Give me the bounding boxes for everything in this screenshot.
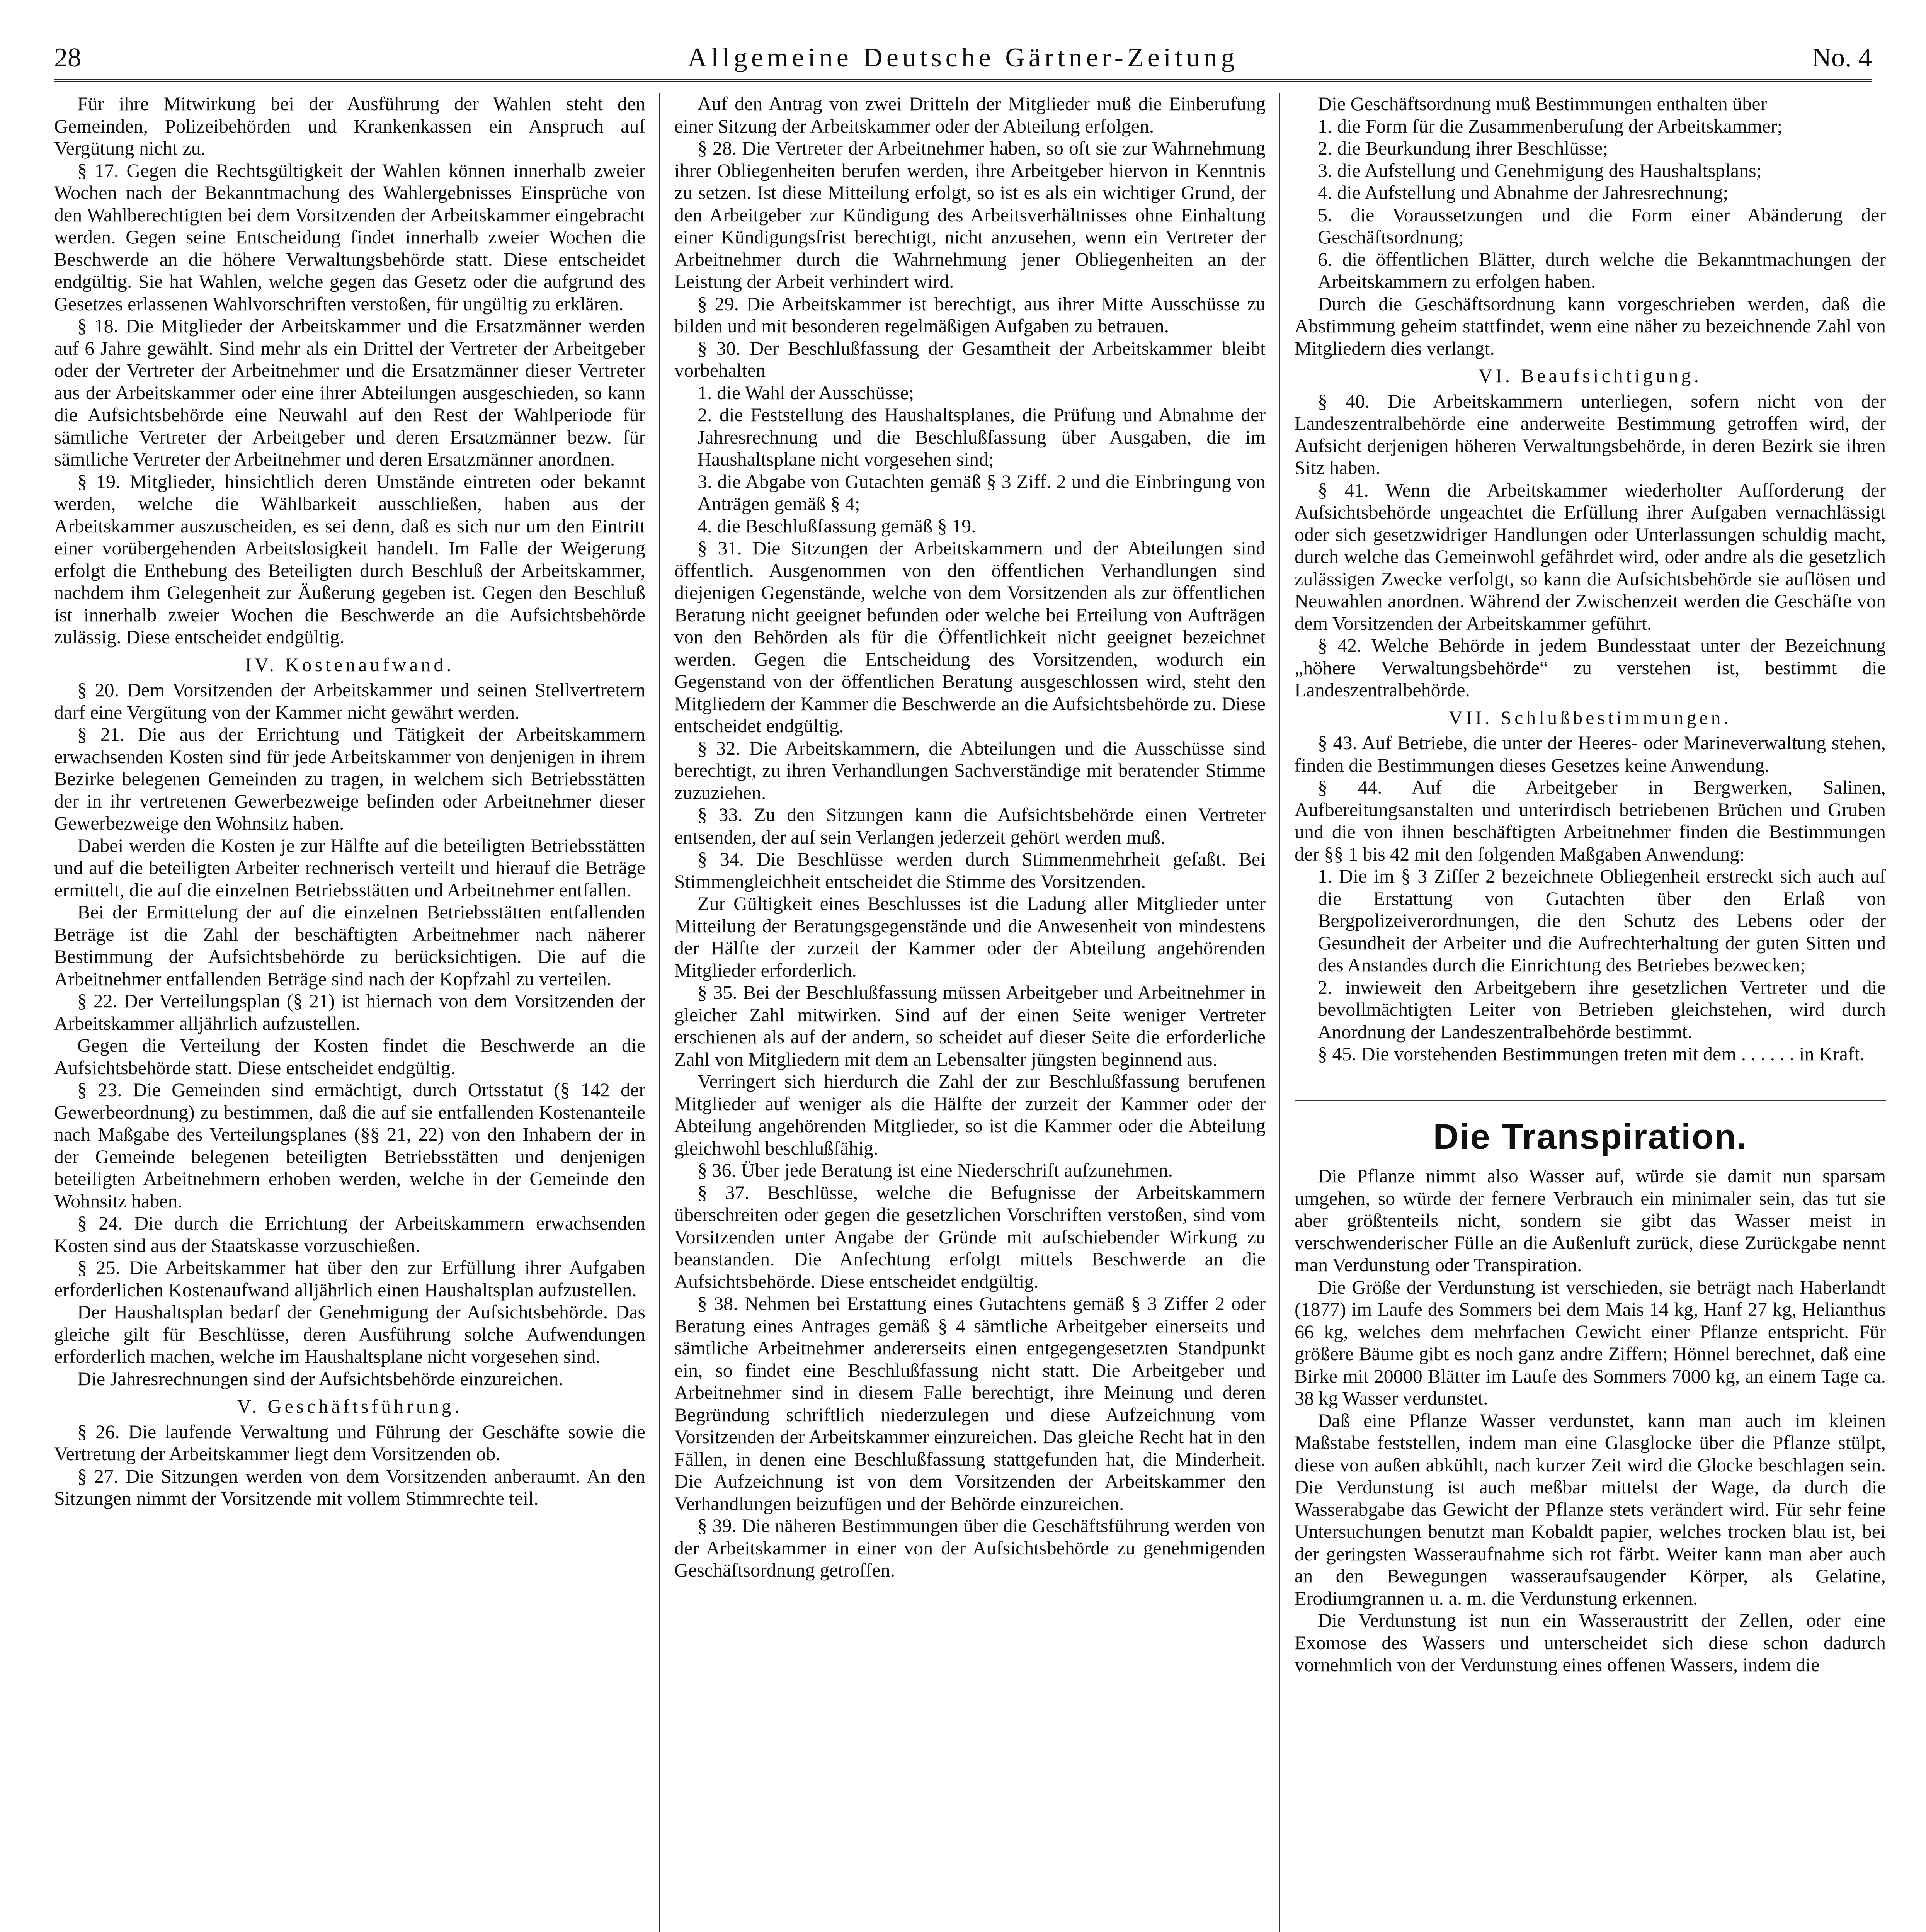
header-rule [54, 79, 1872, 82]
paragraph: Die Jahresrechnungen sind der Aufsichtsbehörde einzureichen. [77, 1367, 563, 1389]
list-item: 2. die Beurkundung ihrer Beschlüsse; [1318, 137, 1608, 159]
paragraph: § 19. Mitglieder, hinsichtlich deren Umstände eintreten oder bekannt werden, welche die Wählbarkeit ausschließen, haben aus der Arbeitskammer auszuscheiden, es sei denn, daß es sich nur um den Eintritt einer vorübergehenden Arbeitslosigkeit handelt. Im Falle der Weigerung erfolgt die Enthebung des Beteiligten durch Beschluß der Arbeitskammer, nachdem ihm Gelegenheit zur Äußerung gegeben ist. Gegen den Beschluß ist innerhalb zweier Wochen die Beschwerde an die Aufsichtsbehörde zulässig. Diese entscheidet endgültig. [54, 470, 645, 648]
paragraph: § 38. Nehmen bei Erstattung eines Gutachtens gemäß § 3 Ziffer 2 oder Beratung eines Antrages gemäß § 4 sämtliche Arbeitgeber einerseits und sämtliche Arbeitnehmer andererseits einen entgegengesetzten Standpunkt ein, so findet eine Beschlußfassung nicht statt. Die Arbeitgeber und Arbeitnehmer sind in diesem Falle berechtigt, ihre Meinung und deren Begründung schriftlich niederzulegen und diese Aufzeichnung vom Vorsitzenden der Arbeitskammer einzureichen. Das gleiche Recht hat in den Fällen, in denen eine Beschlußfassung stattgefunden hat, die Minderheit. Die Aufzeichnung ist von dem Vorsitzenden der Arbeitskammer den Verhandlungen beizufügen und der Behörde einzureichen. [674, 1293, 1266, 1514]
paragraph: § 33. Zu den Sitzungen kann die Aufsichtsbehörde einen Vertreter entsenden, der auf sein Verlangen jederzeit gehört werden muß. [674, 804, 1266, 848]
paragraph: § 44. Auf die Arbeitgeber in Bergwerken, Salinen, Aufbereitungsanstalten und unterirdisch betriebenen Brüchen und Gruben und die von ihnen beschäftigten Arbeitnehmer finden die Bestimmungen der §§ 1 bis 42 mit den folgenden Maßgaben Anwendung: [1295, 776, 1886, 865]
paragraph: § 27. Die Sitzungen werden von dem Vorsitzenden anberaumt. An den Sitzungen nimmt der Vorsitzende mit vollem Stimmrechte teil. [54, 1465, 645, 1509]
section-heading: VII. Schlußbestimmungen. [1448, 706, 1732, 728]
paragraph: § 45. Die vorstehenden Bestimmungen treten mit dem . . . . . . in Kraft. [1318, 1043, 1865, 1065]
list-item: 3. die Abgabe von Gutachten gemäß § 3 Ziff. 2 und die Einbringung von Anträgen gemäß § 4; [698, 470, 1266, 514]
column-divider [1279, 93, 1280, 1932]
paragraph: Bei der Ermittelung der auf die einzelnen Betriebsstätten entfallenden Beträge ist die Zahl der beschäftigten Arbeitnehmer nach näherer Bestimmung der Aufsichtsbehörde zu berücksichtigen. Die auf die Arbeitnehmer entfallenden Beträge sind nach der Kopfzahl zu verteilen. [54, 901, 645, 990]
paragraph: § 22. Der Verteilungsplan (§ 21) ist hiernach von dem Vorsitzenden der Arbeitskammer alljährlich aufzustellen. [54, 990, 645, 1034]
text-column-2 [674, 93, 1266, 1932]
section-heading: IV. Kostenaufwand. [245, 653, 454, 675]
text-column-3 [1295, 93, 1886, 1932]
issue-number: No. 4 [1812, 43, 1872, 73]
page-header [54, 43, 1872, 85]
list-item: 4. die Aufstellung und Abnahme der Jahresrechnung; [1318, 182, 1729, 203]
list-item: 2. die Feststellung des Haushaltsplanes, die Prüfung und Abnahme der Jahresrechnung und die Beschlußfassung über Ausgaben, die im Haushaltsplane nicht vorgesehen sind; [698, 404, 1266, 470]
newspaper-title: Allgemeine Deutsche Gärtner-Zeitung [687, 43, 1239, 73]
paragraph: § 32. Die Arbeitskammern, die Abteilungen und die Ausschüsse sind berechtigt, zu ihren Verhandlungen Sachverständige mit beratender Stimme zuzuziehen. [674, 737, 1266, 803]
paragraph: Durch die Geschäftsordnung kann vorgeschrieben werden, daß die Abstimmung geheim stattfindet, wenn eine näher zu bezeichnende Zahl von Mitgliedern dies verlangt. [1295, 293, 1886, 359]
section-heading: V. Geschäftsführung. [237, 1395, 463, 1417]
paragraph: § 20. Dem Vorsitzenden der Arbeitskammer und seinen Stellvertretern darf eine Vergütung von der Kammer nicht gewährt werden. [54, 679, 645, 723]
paragraph: Für ihre Mitwirkung bei der Ausführung der Wahlen steht den Gemeinden, Polizeibehörden und Krankenkassen ein Anspruch auf Vergütung nicht zu. [54, 93, 645, 159]
paragraph: § 43. Auf Betriebe, die unter der Heeres- oder Marineverwaltung stehen, finden die Bestimmungen dieses Gesetzes keine Anwendung. [1295, 732, 1886, 776]
paragraph: § 36. Über jede Beratung ist eine Niederschrift aufzunehmen. [698, 1159, 1173, 1181]
article-divider [1295, 1100, 1886, 1101]
section-heading: VI. Beaufsichtigung. [1479, 365, 1702, 386]
list-item: 4. die Beschlußfassung gemäß § 19. [698, 515, 976, 537]
list-item: 1. die Form für die Zusammenberufung der Arbeitskammer; [1318, 115, 1783, 137]
paragraph: § 18. Die Mitglieder der Arbeitskammer und die Ersatzmänner werden auf 6 Jahre gewählt. Sind mehr als ein Drittel der Vertreter der Arbeitgeber oder der Vertreter der Arbeitnehmer und die Ersatzmänner dieser Vertreter aus der Arbeitskammer oder eine ihrer Abteilungen ausgeschieden, so kann die Aufsichtsbehörde eine Neuwahl auf den Rest der Wahlperiode für sämtliche Vertreter der Arbeitgeber und deren Ersatzmänner bezw. für sämtliche Vertreter der Arbeitnehmer und deren Ersatzmänner anordnen. [54, 315, 645, 470]
list-item: 6. die öffentlichen Blätter, durch welche die Bekanntmachungen der Arbeitskammern zu erfolgen haben. [1318, 248, 1886, 292]
paragraph: § 17. Gegen die Rechtsgültigkeit der Wahlen können innerhalb zweier Wochen nach der Bekanntmachung des Wahlergebnisses Einsprüche von den Wahlberechtigten bei dem Vorsitzenden der Arbeitskammer eingebracht werden. Gegen seine Entscheidung findet innerhalb zweier Wochen die Beschwerde an die höhere Verwaltungsbehörde statt. Diese entscheidet endgültig. Sie hat Wahlen, welche gegen das Gesetz oder die aufgrund des Gesetzes erlassenen Wahlvorschriften verstoßen, für ungültig zu erklären. [54, 159, 645, 315]
list-item: 5. die Voraussetzungen und die Form einer Abänderung der Geschäftsordnung; [1318, 204, 1886, 248]
paragraph: Die Größe der Verdunstung ist verschieden, sie beträgt nach Haberlandt (1877) im Laufe des Sommers bei dem Mais 14 kg, Hanf 27 kg, Helianthus 66 kg, welches dem mehrfachen Gewicht einer Pflanze entspricht. Für größere Bäume gibt es noch ganz andre Ziffern; Hönnel berechnet, daß eine Birke mit 20000 Blätter im Laufe des Sommers 7000 kg, an einem Tage ca. 38 kg Wasser verdunstet. [1295, 1276, 1886, 1409]
paragraph: § 21. Die aus der Errichtung und Tätigkeit der Arbeitskammern erwachsenden Kosten sind für jede Arbeitskammer von denjenigen in ihrem Bezirke belegenen Gemeinden zu tragen, in welchem sich Betriebsstätten der in ihr vertretenen Gewerbezweige befinden oder Arbeitnehmer dieser Gewerbezweige den Wohnsitz haben. [54, 723, 645, 834]
paragraph: Die Geschäftsordnung muß Bestimmungen enthalten über [1318, 93, 1767, 114]
text-column-1 [54, 93, 645, 1932]
paragraph: § 24. Die durch die Errichtung der Arbeitskammern erwachsenden Kosten sind aus der Staatskasse vorzuschießen. [54, 1212, 645, 1256]
list-item: 1. Die im § 3 Ziffer 2 bezeichnete Obliegenheit erstreckt sich auch auf die Erstattung von Gutachten über den Erlaß von Bergpolizeiverordnungen, die den Schutz des Lebens oder der Gesundheit der Arbeiter und die Aufrechterhaltung der guten Sitten und des Anstandes durch die Einrichtung des Betriebes bezwecken; [1318, 865, 1886, 976]
list-item: 2. inwieweit den Arbeitgebern ihre gesetzlichen Vertreter und die bevollmächtigten Leiter von Betrieben gleichstehen, wird durch Anordnung der Landeszentralbehörde bestimmt. [1318, 976, 1886, 1043]
list-item: 1. die Wahl der Ausschüsse; [698, 381, 914, 403]
paragraph: Der Haushaltsplan bedarf der Genehmigung der Aufsichtsbehörde. Das gleiche gilt für Beschlüsse, deren Ausführung solche Aufwendungen erforderlich machen, welche im Haushaltsplane nicht vorgesehen sind. [54, 1301, 645, 1367]
paragraph: § 29. Die Arbeitskammer ist berechtigt, aus ihrer Mitte Ausschüsse zu bilden und mit besonderen regelmäßigen Aufgaben zu betrauen. [674, 293, 1266, 337]
paragraph: § 41. Wenn die Arbeitskammer wiederholter Aufforderung der Aufsichtsbehörde ungeachtet die Erfüllung ihrer Aufgaben vernachlässigt oder sich gesetzwidriger Handlungen oder Unterlassungen schuldig macht, durch welche das Gemeinwohl gefährdet wird, oder andre als die gesetzlich zulässigen Zwecke verfolgt, so kann die Aufsichtsbehörde sie auflösen und Neuwahlen anordnen. Während der Zwischenzeit werden die Geschäfte von dem Vorsitzenden der Arbeitskammer geführt. [1295, 479, 1886, 634]
paragraph: § 37. Beschlüsse, welche die Befugnisse der Arbeitskammern überschreiten oder gegen die gesetzlichen Vorschriften verstoßen, sind vom Vorsitzenden unter Angabe der Gründe mit aufschiebender Wirkung zu beanstanden. Die Anfechtung erfolgt mittels Beschwerde an die Aufsichtsbehörde. Diese entscheidet endgültig. [674, 1181, 1266, 1292]
paragraph: Daß eine Pflanze Wasser verdunstet, kann man auch im kleinen Maßstabe feststellen, indem man eine Glasglocke über die Pflanze stülpt, diese von außen abkühlt, nach kurzer Zeit wird die Glocke beschlagen sein. Die Verdunstung ist auch meßbar mittelst der Wage, da durch die Wasserabgabe das Gewicht der Pflanze stets verändert wird. Für sehr feine Untersuchungen benutzt man Kobaldt papier, welches trocken blau ist, bei der geringsten Wasseraufnahme sich rot färbt. Weiter kann man aber auch an den Bewegungen wasseraufsaugender Körper, als Gelatine, Erodiumgrannen u. a. m. die Verdunstung erkennen. [1295, 1409, 1886, 1609]
paragraph: § 39. Die näheren Bestimmungen über die Geschäftsführung werden von der Arbeitskammer in einer von der Aufsichtsbehörde zu genehmigenden Geschäftsordnung getroffen. [674, 1515, 1266, 1581]
list-item: 3. die Aufstellung und Genehmigung des Haushaltsplans; [1318, 159, 1762, 181]
page-number: 28 [54, 43, 81, 73]
paragraph: Verringert sich hierdurch die Zahl der zur Beschlußfassung berufenen Mitglieder auf weniger als die Hälfte der zurzeit der Kammer oder der Abteilung angehörenden Mitglieder, so ist die Kammer oder die Abteilung gleichwohl beschlußfähig. [674, 1070, 1266, 1159]
paragraph: Gegen die Verteilung der Kosten findet die Beschwerde an die Aufsichtsbehörde statt. Diese entscheidet endgültig. [54, 1034, 645, 1078]
paragraph: § 40. Die Arbeitskammern unterliegen, sofern nicht von der Landeszentralbehörde eine anderweite Bestimmung getroffen wird, der Aufsicht derjenigen höheren Verwaltungsbehörde, in deren Bezirk sie ihren Sitz haben. [1295, 390, 1886, 478]
paragraph: § 25. Die Arbeitskammer hat über den zur Erfüllung ihrer Aufgaben erforderlichen Kostenaufwand alljährlich einen Haushaltsplan aufzustellen. [54, 1257, 645, 1301]
paragraph: § 23. Die Gemeinden sind ermächtigt, durch Ortsstatut (§ 142 der Gewerbeordnung) zu bestimmen, daß die auf sie entfallenden Kostenanteile nach Maßgabe des Verteilungsplanes (§§ 21, 22) von den Inhabern der in der Gemeinde belegenen beteiligten Betriebsstätten und denjenigen beteiligten Arbeitnehmern erhoben werden, welche in der Gemeinde den Wohnsitz haben. [54, 1079, 645, 1212]
paragraph: § 31. Die Sitzungen der Arbeitskammern und der Abteilungen sind öffentlich. Ausgenommen von den öffentlichen Verhandlungen sind diejenigen Gegenstände, welche von dem Vorsitzenden als zur öffentlichen Beratung nicht geeignet befunden oder welche bei Erteilung von Aufträgen von den Behörden als für die Öffentlichkeit nicht geeignet bezeichnet werden. Gegen die Entscheidung des Vorsitzenden, wodurch ein Gegenstand von der öffentlichen Beratung ausgeschlossen wird, steht den Mitgliedern der Kammer die Beschwerde an die Aufsichtsbehörde zu. Diese entscheidet endgültig. [674, 537, 1266, 736]
paragraph: Die Verdunstung ist nun ein Wasseraustritt der Zellen, oder eine Exomose des Wassers und unterscheidet sich diese schon dadurch vornehmlich von der Verdunstung eines offenen Wassers, indem die [1295, 1609, 1886, 1676]
article-title: Die Transpiration. [1433, 1117, 1747, 1156]
paragraph: § 28. Die Vertreter der Arbeitnehmer haben, so oft sie zur Wahrnehmung ihrer Obliegenheiten berufen werden, ihre Arbeitgeber hiervon in Kenntnis zu setzen. Ist diese Mitteilung erfolgt, so ist es als ein wichtiger Grund, der den Arbeitgeber zur Kündigung des Arbeitsverhältnisses ohne Einhaltung einer Kündigungsfrist berechtigt, nicht anzusehen, wenn ein Vertreter der Arbeitnehmer durch die Wahrnehmung jener Obliegenheiten an der Leistung der Arbeit verhindert wird. [674, 137, 1266, 292]
paragraph: § 26. Die laufende Verwaltung und Führung der Geschäfte sowie die Vertretung der Arbeitskammer liegt dem Vorsitzenden ob. [54, 1420, 645, 1464]
column-divider [659, 93, 660, 1932]
paragraph: § 30. Der Beschlußfassung der Gesamtheit der Arbeitskammer bleibt vorbehalten [674, 337, 1266, 381]
paragraph: § 34. Die Beschlüsse werden durch Stimmenmehrheit gefaßt. Bei Stimmengleichheit entscheidet die Stimme des Vorsitzenden. [674, 848, 1266, 892]
paragraph: Auf den Antrag von zwei Dritteln der Mitglieder muß die Einberufung einer Sitzung der Arbeitskammer oder der Abteilung erfolgen. [674, 93, 1266, 137]
paragraph: § 42. Welche Behörde in jedem Bundesstaat unter der Bezeichnung „höhere Verwaltungsbehörde“ zu verstehen ist, bestimmt die Landeszentralbehörde. [1295, 634, 1886, 701]
paragraph: Die Pflanze nimmt also Wasser auf, würde sie damit nun sparsam umgehen, so würde der fernere Verbrauch ein minimaler sein, das tut sie aber größtenteils nicht, sondern sie gibt das Wasser meist in verschwenderischer Fülle an die Außenluft zurück, diese Zurückgabe nennt man Verdunstung oder Transpiration. [1295, 1165, 1886, 1276]
paragraph: Zur Gültigkeit eines Beschlusses ist die Ladung aller Mitglieder unter Mitteilung der Beratungsgegenstände und die Anwesenheit von mindestens der Hälfte der zurzeit der Kammer oder der Abteilung angehörenden Mitglieder erforderlich. [674, 893, 1266, 981]
paragraph: Dabei werden die Kosten je zur Hälfte auf die beteiligten Betriebsstätten und auf die beteiligten Arbeiter rechnerisch verteilt und hierauf die Beträge ermittelt, die auf die einzelnen Betriebsstätten und Arbeitnehmer entfallen. [54, 834, 645, 901]
paragraph: § 35. Bei der Beschlußfassung müssen Arbeitgeber und Arbeitnehmer in gleicher Zahl mitwirken. Sind auf der einen Seite weniger Vertreter erschienen als auf der andern, so scheidet auf dieser Seite die erforderliche Zahl von Mitgliedern mit dem an Lebensalter jüngsten beginnend aus. [674, 981, 1266, 1070]
